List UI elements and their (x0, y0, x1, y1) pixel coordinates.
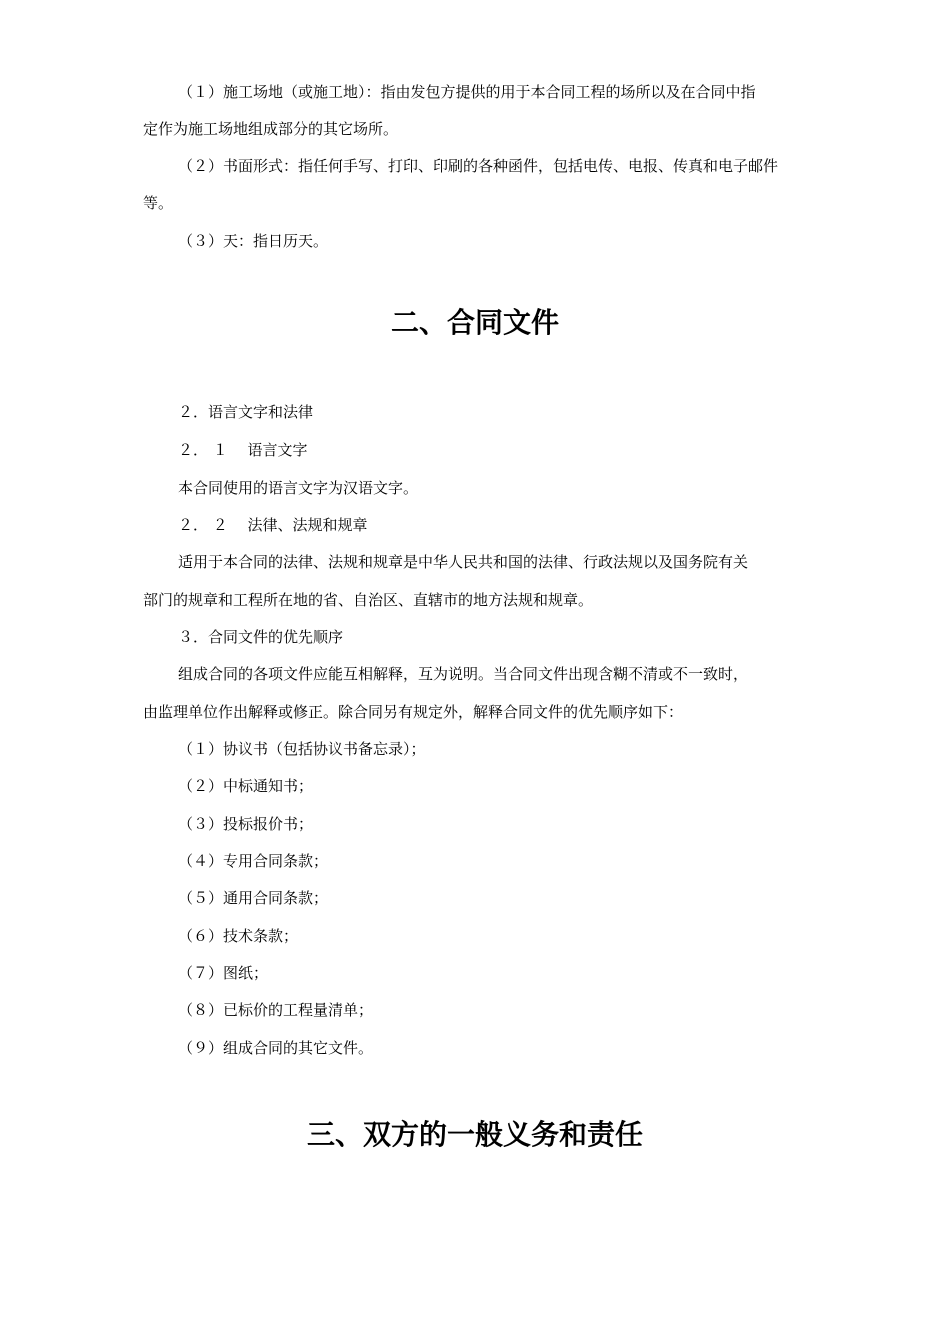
clause-2-title: ２．语言文字和法律 (178, 403, 314, 421)
clause-3-body-line2: 由监理单位作出解释或修正。除合同另有规定外，解释合同文件的优先顺序如下： (143, 703, 684, 721)
clause-2-2-title: ２． ２ 法律、法规和规章 (178, 516, 368, 534)
priority-item: （９）组成合同的其它文件。 (178, 1039, 374, 1057)
clause-2-2-body-line2: 部门的规章和工程所在地的省、自治区、直辖市的地方法规和规章。 (143, 591, 594, 609)
definition-written-line2: 等。 (143, 194, 174, 212)
priority-item: （５）通用合同条款； (178, 889, 329, 907)
section-heading-general-obligations: 三、双方的一般义务和责任 (306, 1118, 643, 1151)
priority-item: （８）已标价的工程量清单； (178, 1001, 374, 1019)
definition-day: （３）天：指日历天。 (178, 232, 329, 250)
definition-site-line2: 定作为施工场地组成部分的其它场所。 (143, 120, 399, 138)
priority-item: （２）中标通知书； (178, 777, 314, 795)
priority-item: （３）投标报价书； (178, 815, 314, 833)
priority-item: （６）技术条款； (178, 927, 299, 945)
priority-item: （７）图纸； (178, 964, 269, 982)
definition-site-line1: （１）施工场地（或施工地）：指由发包方提供的用于本合同工程的场所以及在合同中指 (178, 83, 756, 101)
priority-item: （４）专用合同条款； (178, 852, 329, 870)
clause-2-1-body: 本合同使用的语言文字为汉语文字。 (178, 479, 419, 497)
clause-2-2-body-line1: 适用于本合同的法律、法规和规章是中华人民共和国的法律、行政法规以及国务院有关 (178, 553, 749, 571)
definition-written-line1: （２）书面形式：指任何手写、打印、印刷的各种函件，包括电传、电报、传真和电子邮件 (178, 157, 779, 175)
clause-3-title: ３．合同文件的优先顺序 (178, 628, 344, 646)
clause-3-body-line1: 组成合同的各项文件应能互相解释，互为说明。当合同文件出现含糊不清或不一致时， (178, 665, 749, 683)
priority-item: （１）协议书（包括协议书备忘录）； (178, 740, 426, 758)
section-heading-contract-documents: 二、合同文件 (390, 306, 559, 339)
clause-2-1-title: ２． １ 语言文字 (178, 441, 308, 459)
